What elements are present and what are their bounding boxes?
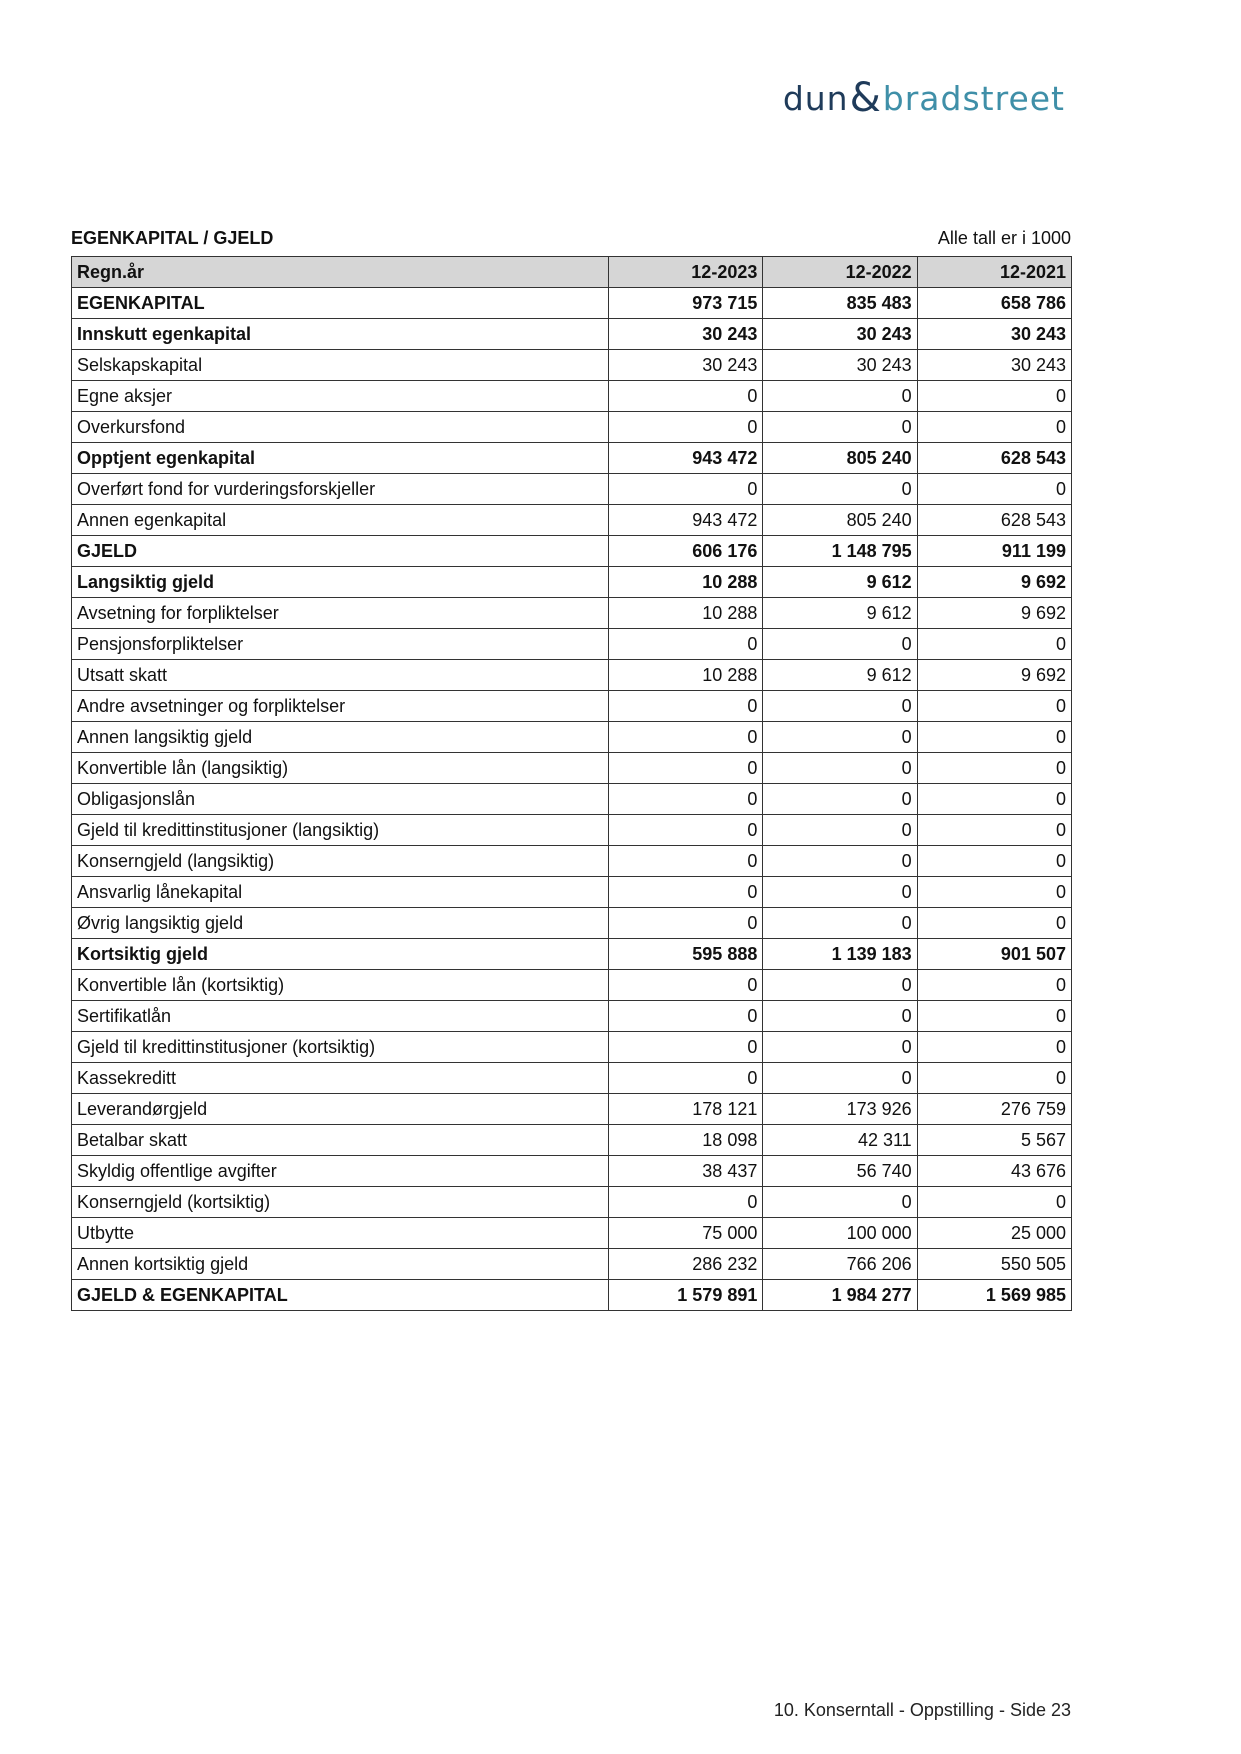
- table-row: [72, 381, 1072, 412]
- row-value: 9 692: [917, 598, 1071, 629]
- row-label: Egne aksjer: [72, 381, 609, 412]
- row-label: GJELD: [72, 536, 609, 567]
- row-label: Konserngjeld (kortsiktig): [72, 1187, 609, 1218]
- row-value: 9 612: [763, 660, 917, 691]
- table-row: [72, 1063, 1072, 1094]
- row-value: 943 472: [609, 505, 763, 536]
- row-value: 0: [763, 877, 917, 908]
- table-row: [72, 815, 1072, 846]
- row-value: 9 612: [763, 598, 917, 629]
- row-value: 0: [609, 970, 763, 1001]
- row-value: 0: [917, 908, 1071, 939]
- row-value: 286 232: [609, 1249, 763, 1280]
- row-value: 0: [917, 381, 1071, 412]
- row-value: 0: [763, 1032, 917, 1063]
- table-row: [72, 443, 1072, 474]
- row-label: Kassekreditt: [72, 1063, 609, 1094]
- row-label: Overført fond for vurderingsforskjeller: [72, 474, 609, 505]
- row-value: 0: [917, 691, 1071, 722]
- row-label: Annen langsiktig gjeld: [72, 722, 609, 753]
- row-value: 9 612: [763, 567, 917, 598]
- row-label: Kortsiktig gjeld: [72, 939, 609, 970]
- row-value: 0: [609, 722, 763, 753]
- row-value: 1 148 795: [763, 536, 917, 567]
- row-label: Ansvarlig lånekapital: [72, 877, 609, 908]
- row-value: 0: [609, 474, 763, 505]
- row-value: 0: [609, 877, 763, 908]
- row-value: 30 243: [609, 319, 763, 350]
- row-value: 1 569 985: [917, 1280, 1071, 1311]
- row-value: 0: [917, 412, 1071, 443]
- table-row: [72, 691, 1072, 722]
- row-value: 606 176: [609, 536, 763, 567]
- row-value: 9 692: [917, 660, 1071, 691]
- table-row: [72, 567, 1072, 598]
- row-value: 0: [609, 1001, 763, 1032]
- row-value: 0: [917, 1063, 1071, 1094]
- row-value: 973 715: [609, 288, 763, 319]
- header-period: Regn.år: [72, 257, 609, 288]
- row-value: 550 505: [917, 1249, 1071, 1280]
- row-label: Obligasjonslån: [72, 784, 609, 815]
- row-value: 100 000: [763, 1218, 917, 1249]
- row-value: 0: [609, 846, 763, 877]
- row-value: 0: [917, 722, 1071, 753]
- unit-note: Alle tall er i 1000: [937, 227, 1071, 248]
- header-year-2023: 12-2023: [609, 257, 763, 288]
- logo-ampersand: &: [849, 75, 882, 121]
- table-row: [72, 288, 1072, 319]
- row-value: 1 984 277: [763, 1280, 917, 1311]
- row-value: 0: [917, 753, 1071, 784]
- header-year-2022: 12-2022: [763, 257, 917, 288]
- table-row: [72, 1249, 1072, 1280]
- row-value: 0: [763, 1187, 917, 1218]
- row-label: GJELD & EGENKAPITAL: [72, 1280, 609, 1311]
- table-row: [72, 660, 1072, 691]
- row-value: 658 786: [917, 288, 1071, 319]
- table-row: [72, 412, 1072, 443]
- row-label: Annen egenkapital: [72, 505, 609, 536]
- row-value: 0: [917, 474, 1071, 505]
- row-label: Selskapskapital: [72, 350, 609, 381]
- row-value: 628 543: [917, 505, 1071, 536]
- row-label: Andre avsetninger og forpliktelser: [72, 691, 609, 722]
- row-value: 178 121: [609, 1094, 763, 1125]
- row-value: 30 243: [763, 350, 917, 381]
- table-row: [72, 1156, 1072, 1187]
- row-label: Overkursfond: [72, 412, 609, 443]
- row-value: 43 676: [917, 1156, 1071, 1187]
- row-value: 0: [763, 970, 917, 1001]
- table-row: [72, 1032, 1072, 1063]
- table-row: [72, 1187, 1072, 1218]
- table-row: [72, 319, 1072, 350]
- header-year-2021: 12-2021: [917, 257, 1071, 288]
- row-value: 805 240: [763, 443, 917, 474]
- row-value: 0: [917, 1187, 1071, 1218]
- table-row: [72, 1094, 1072, 1125]
- row-value: 0: [917, 1032, 1071, 1063]
- row-value: 0: [917, 629, 1071, 660]
- row-value: 0: [917, 846, 1071, 877]
- row-value: 38 437: [609, 1156, 763, 1187]
- row-label: Sertifikatlån: [72, 1001, 609, 1032]
- table-row: [72, 1218, 1072, 1249]
- row-value: 0: [917, 970, 1071, 1001]
- row-label: Konserngjeld (langsiktig): [72, 846, 609, 877]
- row-value: 0: [763, 908, 917, 939]
- row-value: 0: [609, 908, 763, 939]
- row-value: 30 243: [609, 350, 763, 381]
- row-value: 0: [917, 877, 1071, 908]
- row-label: Konvertible lån (kortsiktig): [72, 970, 609, 1001]
- row-value: 0: [763, 846, 917, 877]
- row-label: Pensjonsforpliktelser: [72, 629, 609, 660]
- row-value: 0: [609, 1063, 763, 1094]
- row-label: Langsiktig gjeld: [72, 567, 609, 598]
- row-label: Skyldig offentlige avgifter: [72, 1156, 609, 1187]
- row-value: 75 000: [609, 1218, 763, 1249]
- table-row: [72, 908, 1072, 939]
- table-row: [72, 598, 1072, 629]
- table-row: [72, 846, 1072, 877]
- table-row: [72, 1001, 1072, 1032]
- row-value: 1 579 891: [609, 1280, 763, 1311]
- row-value: 835 483: [763, 288, 917, 319]
- row-value: 30 243: [917, 350, 1071, 381]
- page-footer: 10. Konserntall - Oppstilling - Side 23: [773, 1700, 1071, 1720]
- row-value: 0: [917, 1001, 1071, 1032]
- row-label: Innskutt egenkapital: [72, 319, 609, 350]
- row-value: 911 199: [917, 536, 1071, 567]
- row-value: 0: [609, 691, 763, 722]
- table-header-row: [72, 257, 1072, 288]
- table-row: [72, 1280, 1072, 1311]
- row-value: 0: [917, 815, 1071, 846]
- row-value: 10 288: [609, 598, 763, 629]
- row-value: 0: [609, 1032, 763, 1063]
- row-value: 1 139 183: [763, 939, 917, 970]
- table-row: [72, 536, 1072, 567]
- row-value: 10 288: [609, 567, 763, 598]
- row-label: Avsetning for forpliktelser: [72, 598, 609, 629]
- row-value: 595 888: [609, 939, 763, 970]
- table-row: [72, 939, 1072, 970]
- company-logo: [782, 75, 1065, 121]
- row-value: 0: [609, 629, 763, 660]
- row-value: 0: [609, 1187, 763, 1218]
- row-label: Utsatt skatt: [72, 660, 609, 691]
- row-value: 0: [763, 629, 917, 660]
- table-row: [72, 350, 1072, 381]
- row-value: 0: [763, 1063, 917, 1094]
- row-value: 30 243: [763, 319, 917, 350]
- row-value: 628 543: [917, 443, 1071, 474]
- row-value: 42 311: [763, 1125, 917, 1156]
- row-label: Konvertible lån (langsiktig): [72, 753, 609, 784]
- row-value: 0: [917, 784, 1071, 815]
- row-label: Gjeld til kredittinstitusjoner (langsiktig): [72, 815, 609, 846]
- row-value: 173 926: [763, 1094, 917, 1125]
- table-row: [72, 753, 1072, 784]
- row-value: 5 567: [917, 1125, 1071, 1156]
- row-value: 901 507: [917, 939, 1071, 970]
- table-row: [72, 1125, 1072, 1156]
- table-row: [72, 505, 1072, 536]
- table-body: [72, 288, 1072, 1311]
- row-value: 9 692: [917, 567, 1071, 598]
- row-label: Opptjent egenkapital: [72, 443, 609, 474]
- row-value: 0: [763, 412, 917, 443]
- table-row: [72, 784, 1072, 815]
- row-value: 0: [763, 381, 917, 412]
- row-value: 805 240: [763, 505, 917, 536]
- row-value: 56 740: [763, 1156, 917, 1187]
- row-value: 943 472: [609, 443, 763, 474]
- row-label: Annen kortsiktig gjeld: [72, 1249, 609, 1280]
- row-value: 0: [609, 784, 763, 815]
- row-value: 0: [763, 784, 917, 815]
- row-label: EGENKAPITAL: [72, 288, 609, 319]
- row-label: Gjeld til kredittinstitusjoner (kortsiktig): [72, 1032, 609, 1063]
- row-value: 0: [763, 815, 917, 846]
- row-label: Utbytte: [72, 1218, 609, 1249]
- table-row: [72, 970, 1072, 1001]
- row-value: 18 098: [609, 1125, 763, 1156]
- row-value: 10 288: [609, 660, 763, 691]
- row-value: 0: [609, 815, 763, 846]
- table-row: [72, 629, 1072, 660]
- row-value: 0: [763, 722, 917, 753]
- row-label: Leverandørgjeld: [72, 1094, 609, 1125]
- row-value: 30 243: [917, 319, 1071, 350]
- table-row: [72, 877, 1072, 908]
- row-value: 0: [763, 691, 917, 722]
- row-label: Betalbar skatt: [72, 1125, 609, 1156]
- logo-text-dun: dun: [782, 78, 849, 118]
- logo-text-bradstreet: bradstreet: [882, 78, 1065, 118]
- row-value: 0: [763, 474, 917, 505]
- row-value: 0: [609, 412, 763, 443]
- row-value: 25 000: [917, 1218, 1071, 1249]
- row-value: 0: [609, 753, 763, 784]
- table-row: [72, 474, 1072, 505]
- balance-table: [71, 256, 1072, 1311]
- row-value: 0: [763, 1001, 917, 1032]
- row-value: 0: [763, 753, 917, 784]
- table-row: [72, 722, 1072, 753]
- section-title: EGENKAPITAL / GJELD: [71, 227, 274, 248]
- row-value: 766 206: [763, 1249, 917, 1280]
- row-value: 276 759: [917, 1094, 1071, 1125]
- section-header: [71, 226, 1071, 250]
- row-label: Øvrig langsiktig gjeld: [72, 908, 609, 939]
- row-value: 0: [609, 381, 763, 412]
